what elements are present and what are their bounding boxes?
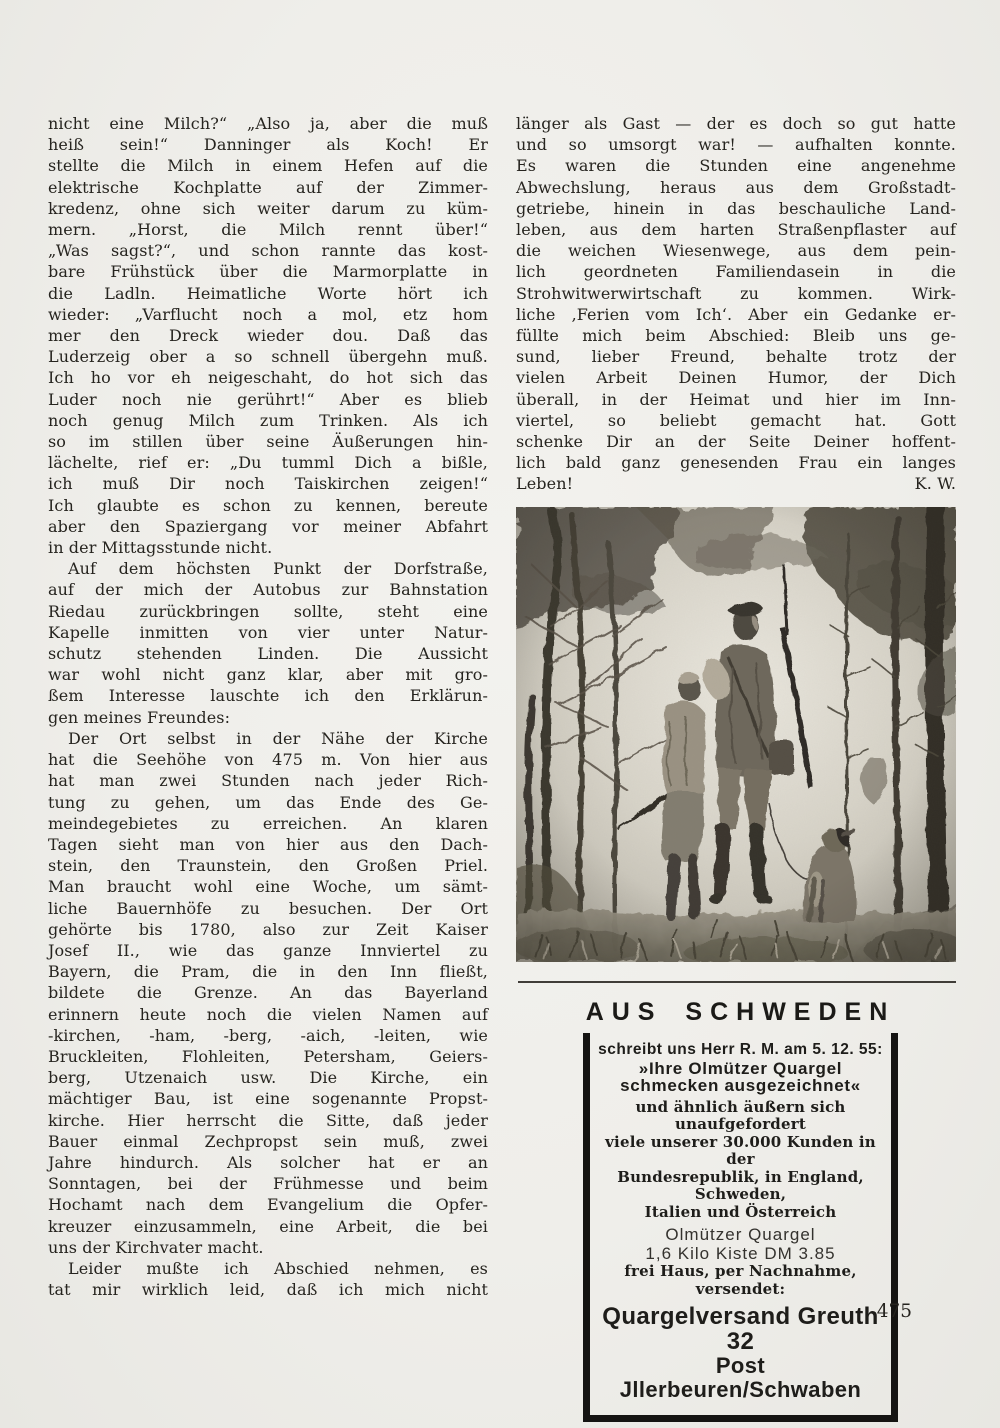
text-line: Auf dem höchsten Punkt der Dorfstraße,: [68, 559, 488, 579]
text-line: Der Ort selbst in der Nähe der Kirche: [68, 728, 488, 748]
text-line: mern. „Horst, die Milch rennt über!“: [48, 220, 488, 240]
text-line: mer den Dreck wieder dou. Daß das: [48, 326, 488, 346]
text-line: länger als Gast — der es doch so gut hatte: [516, 114, 956, 133]
text-line: tung zu gehen, um das Ende des Ge-: [48, 792, 488, 812]
paragraph: [48, 728, 488, 1258]
text-line: lich geordneten Familiendasein in die: [516, 262, 956, 282]
paragraph: [516, 113, 956, 495]
ad-line: schmecken ausgezeichnet«: [620, 1075, 861, 1095]
text-line: erinnern heute noch die vielen Namen auf: [48, 1004, 488, 1024]
text-line: liche ‚Ferien vom Ich‘. Aber ein Gedanke er-: [516, 304, 956, 324]
ad-line: und ähnlich äußern sich unaufgefordert: [635, 1097, 846, 1134]
text-line: Hochamt nach dem Evangelium die Opfer-: [48, 1195, 488, 1215]
text-line: Strohwitwerwirtschaft zu kommen. Wirk-: [516, 283, 956, 303]
text-line: wieder: „Varflucht noch a mol, etz hom: [48, 304, 488, 324]
page-number: 475: [876, 1301, 912, 1322]
text-line: Sonntagen, bei der Frühmesse und beim: [48, 1174, 488, 1194]
text-line: vielen Arbeit Deinen Humor, der Dich: [516, 368, 956, 388]
text-line: „Was sagst?“, und schon rannte das kost-: [48, 241, 488, 261]
hunters-illustration: [516, 507, 956, 962]
ad-line: 1,6 Kilo Kiste DM 3.85: [645, 1243, 836, 1263]
section-divider: [518, 981, 956, 983]
text-line: überall, in der Heimat und hier im Inn-: [516, 389, 956, 409]
text-line: kredenz, ohne sich weiter darum zu küm-: [48, 198, 488, 218]
signature-line-text: Leben!: [516, 474, 574, 494]
text-line: Abwechslung, heraus aus dem Großstadt-: [516, 177, 956, 197]
text-line: Riedau zurückbringen sollte, steht eine: [48, 601, 488, 621]
right-column-text: [516, 113, 956, 495]
text-line: berg, Utzenaich usw. Die Kirche, ein: [48, 1068, 488, 1088]
text-line: auf der mich der Autobus zur Bahnstation: [48, 580, 488, 600]
text-line: hat die Seehöhe von 475 m. Von hier aus: [48, 750, 488, 770]
text-line: hat man zwei Stunden nach jeder Rich-: [48, 771, 488, 791]
text-line: mächtiger Bau, ist eine sogenannte Propst-: [48, 1089, 488, 1109]
text-line: stellte die Milch in einem Hefen auf die: [48, 156, 488, 176]
text-line: war wohl nicht ganz klar, aber mit gro-: [48, 665, 488, 685]
ad-line: frei Haus, per Nachnahme, versendet:: [624, 1262, 857, 1298]
text-line: Ich ho vor eh neigeschaht, do hot sich das: [48, 368, 488, 388]
text-line: die Ladln. Heimatliche Worte hört ich: [48, 283, 488, 303]
text-line: kreuzer einzusammeln, eine Arbeit, die bei: [48, 1216, 488, 1236]
text-line: Kapelle inmitten von vier unter Natur-: [48, 622, 488, 642]
text-line: Man braucht wohl eine Woche, um sämt-: [48, 877, 488, 897]
text-line: tat mir wirklich leid, daß ich mich nicht: [48, 1280, 488, 1300]
text-line: ßem Interesse lauschte ich den Erklärun-: [48, 686, 488, 706]
ad-title: AUS SCHWEDEN: [585, 997, 896, 1026]
text-line: kirche. Hier herrscht die Sitte, daß jeder: [48, 1110, 488, 1130]
text-line: füllte mich beim Abschied: Bleib uns ge-: [516, 326, 956, 346]
text-line: schenke Dir an der Seite Deiner hoffent-: [516, 432, 956, 452]
text-line: liche Bauernhöfe zu besuchen. Der Ort: [48, 898, 488, 918]
text-line: in der Mittagsstunde nicht.: [48, 538, 273, 558]
text-line: Bayern, die Pram, die in den Inn fließt,: [48, 962, 488, 982]
author-initials: K. W.: [914, 474, 956, 494]
text-line: Jahre hindurch. Als solcher hat er an: [48, 1152, 488, 1172]
text-line: so im stillen über seine Äußerungen hin-: [48, 432, 488, 452]
right-column: [516, 113, 956, 1422]
text-line: Bauer einmal Zechpropst sein muß, zwei: [48, 1131, 488, 1151]
text-line: aber den Spaziergang vor meiner Abfahrt: [48, 516, 488, 536]
left-column: [48, 113, 488, 1422]
text-line: sund, lieber Freund, behalte trotz der: [516, 347, 956, 367]
advertisement: [516, 998, 956, 1423]
text-line: Tagen sieht man von hier aus den Dach-: [48, 834, 488, 854]
ad-line: Quargelversand Greuth 32: [602, 1303, 879, 1356]
text-line: elektrische Kochplatte auf der Zimmer-: [48, 177, 488, 197]
text-line: schutz stehenden Linden. Die Aussicht: [48, 644, 488, 664]
text-line: bildete die Grenze. An das Bayerland: [48, 983, 488, 1003]
text-line: Leider mußte ich Abschied nehmen, es: [68, 1258, 488, 1278]
paragraph: [48, 558, 488, 728]
ad-box: [583, 1033, 898, 1423]
paragraph: [48, 113, 488, 558]
ad-line: Post Jllerbeuren/Schwaben: [619, 1353, 862, 1403]
ad-line: »Ihre Olmützer Quargel: [638, 1058, 843, 1078]
text-line: leben, aus dem harten Straßenpflaster auf: [516, 220, 956, 240]
text-line: bare Frühstück über die Marmorplatte in: [48, 262, 488, 282]
text-line: Bruckleiten, Flohleiten, Petersham, Geiers-: [48, 1046, 488, 1066]
text-line: lich bald ganz genesenden Frau ein langes: [516, 453, 956, 473]
signature-line: [516, 473, 956, 494]
text-line: nicht eine Milch?“ „Also ja, aber die muß: [48, 114, 488, 133]
left-column-text: [48, 113, 488, 1300]
text-line: Josef II., wie das ganze Innviertel zu: [48, 940, 488, 960]
text-line: gehörte bis 1780, also zur Zeit Kaiser: [48, 919, 488, 939]
text-line: -kirchen, -ham, -berg, -aich, -leiten, wie: [48, 1025, 488, 1045]
text-columns: [48, 113, 1000, 1422]
ad-line: Italien und Österreich: [644, 1202, 837, 1221]
text-line: noch genug Milch zum Trinken. Als ich: [48, 410, 488, 430]
text-line: stein, den Traunstein, den Großen Priel.: [48, 856, 488, 876]
text-line: uns der Kirchvater macht.: [48, 1237, 264, 1257]
ad-line: Bundesrepublik, in England, Schweden,: [617, 1167, 864, 1204]
text-line: Es waren die Stunden eine angenehme: [516, 156, 956, 176]
text-line: lächelte, rief er: „Du tumml Dich a bißle,: [48, 453, 488, 473]
text-line: gen meines Freundes:: [48, 707, 231, 727]
halftone-grain: [516, 507, 956, 962]
text-line: heiß sein!“ Danninger als Koch! Er: [48, 135, 488, 155]
ad-line: Olmützer Quargel: [665, 1225, 816, 1245]
text-line: und so umsorgt war! — aufhalten konnte.: [516, 135, 956, 155]
text-line: Luder noch nie gerührt!“ Aber es blieb: [48, 389, 488, 409]
text-line: die weichen Wiesenwege, aus dem pein-: [516, 241, 956, 261]
text-line: Luderzeig ober a so schnell übergehn muß.: [48, 347, 488, 367]
text-line: Ich glaubte es schon zu kennen, bereute: [48, 495, 488, 515]
ad-line: viele unserer 30.000 Kunden in der: [605, 1132, 876, 1169]
ad-line: schreibt uns Herr R. M. am 5. 12. 55:: [598, 1040, 883, 1058]
text-line: getriebe, hinein in das beschauliche Land-: [516, 198, 956, 218]
text-line: viertel, so beliebt gemacht hat. Gott: [516, 410, 956, 430]
paragraph: [48, 1258, 488, 1300]
text-line: meindegebietes zu erreichen. An klaren: [48, 813, 488, 833]
text-line: ich muß Dir noch Taiskirchen zeigen!“: [48, 474, 488, 494]
